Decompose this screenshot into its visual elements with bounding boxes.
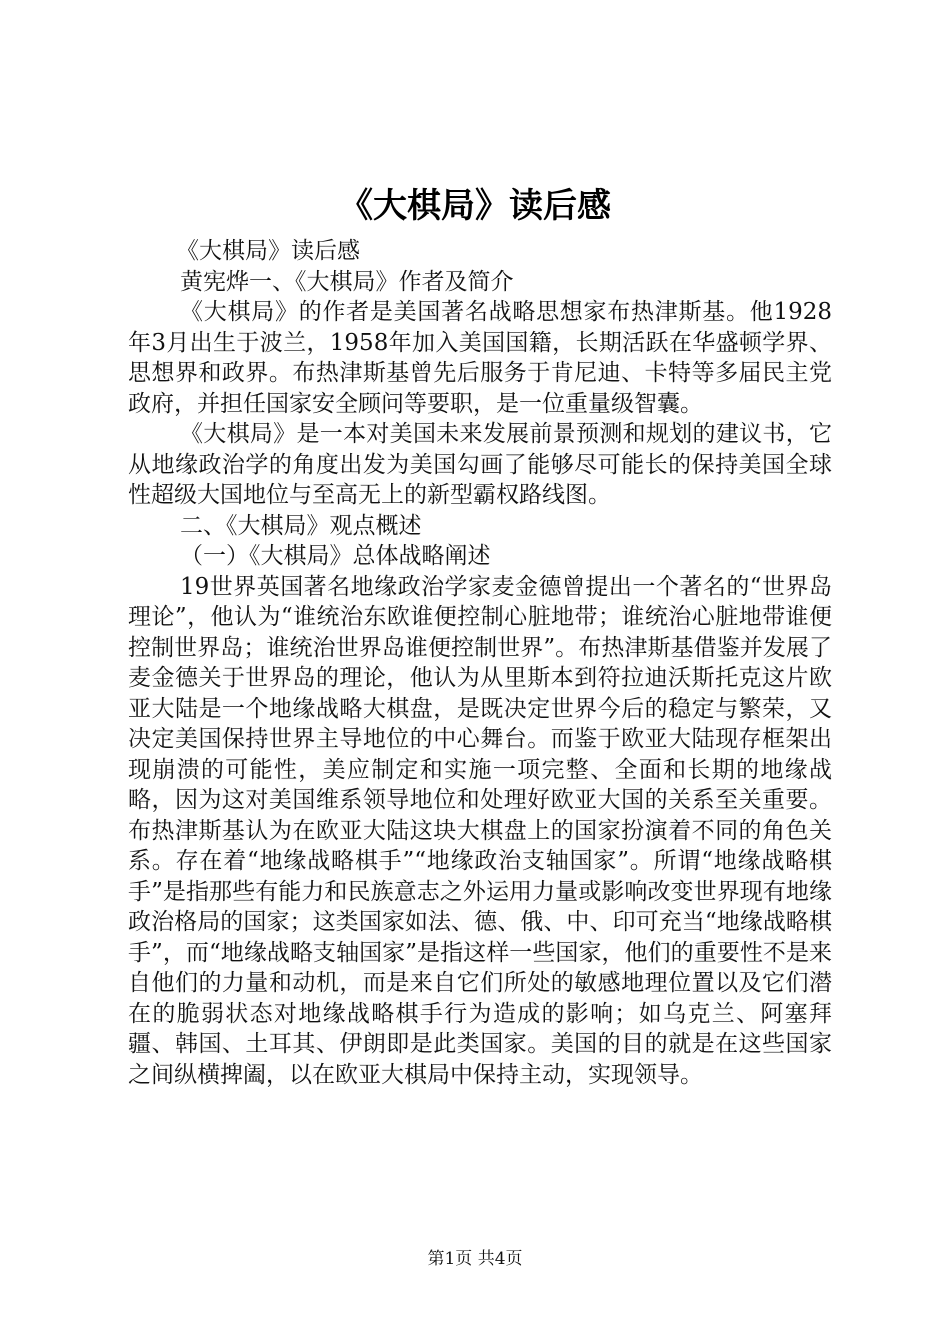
subsection-heading-strategy: （一）《大棋局》总体战略阐述 <box>180 543 491 569</box>
paragraph-strategy: 19世界英国著名地缘政治学家麦金德曾提出一个著名的“世界岛理论”，他认为“谁统治东欧谁便控制心脏地带；谁统治心脏地带谁便控制世界岛；谁统治世界岛谁便控制世界”。布热津斯基借鉴并发展了麦金德关于世界岛的理论，他认为从里斯本到符拉迪沃斯托克这片欧亚大陆是一个地缘战略大棋盘，是既决定世界今后的稳定与繁荣，又决定美国保持世界主导地位的中心舞台。而鉴于欧亚大陆现存框架出现崩溃的可能性，美应制定和实施一项完整、全面和长期的地缘战略，因为这对美国维系领导地位和处理好欧亚大国的关系至关重要。布热津斯基认为在欧亚大陆这块大棋盘上的国家扮演着不同的角色关系。存在着“地缘战略棋手”“地缘政治支轴国家”。所谓“地缘战略棋手”是指那些有能力和民族意志之外运用力量或影响改变世界现有地缘政治格局的国家；这类国家如法、德、俄、中、印可充当“地缘战略棋手”，而“地缘战略支轴国家”是指这样一些国家，他们的重要性不是来自他们的力量和动机，而是来自它们所处的敏感地理位置以及它们潜在的脆弱状态对地缘战略棋手行为造成的影响；如乌克兰、阿塞拜疆、韩国、土耳其、伊朗即是此类国家。美国的目的就是在这些国家之间纵横捭阖，以在欧亚大棋局中保持主动，实现领导。 <box>128 573 832 1088</box>
document-subtitle: 《大棋局》读后感 <box>176 238 360 264</box>
section-heading-author: 黄宪烨一、《大棋局》作者及简介 <box>180 268 514 295</box>
document-title: 《大棋局》读后感 <box>339 186 611 226</box>
page-footer: 第1页 共4页 <box>427 1249 523 1269</box>
paragraph-author-intro: 《大棋局》的作者是美国著名战略思想家布热津斯基。他1928年3月出生于波兰，1958年加入美国国籍，长期活跃在华盛顿学界、思想界和政界。布热津斯基曾先后服务于肯尼迪、卡特等多届民主党政府，并担任国家安全顾问等要职，是一位重量级智囊。 <box>128 299 832 417</box>
paragraph-book-summary: 《大棋局》是一本对美国未来发展前景预测和规划的建议书，它从地缘政治学的角度出发为美国勾画了能够尽可能长的保持美国全球性超级大国地位与至高无上的新型霸权路线图。 <box>128 421 832 508</box>
document-body <box>128 236 832 1090</box>
section-heading-overview: 二、《大棋局》观点概述 <box>180 512 422 539</box>
